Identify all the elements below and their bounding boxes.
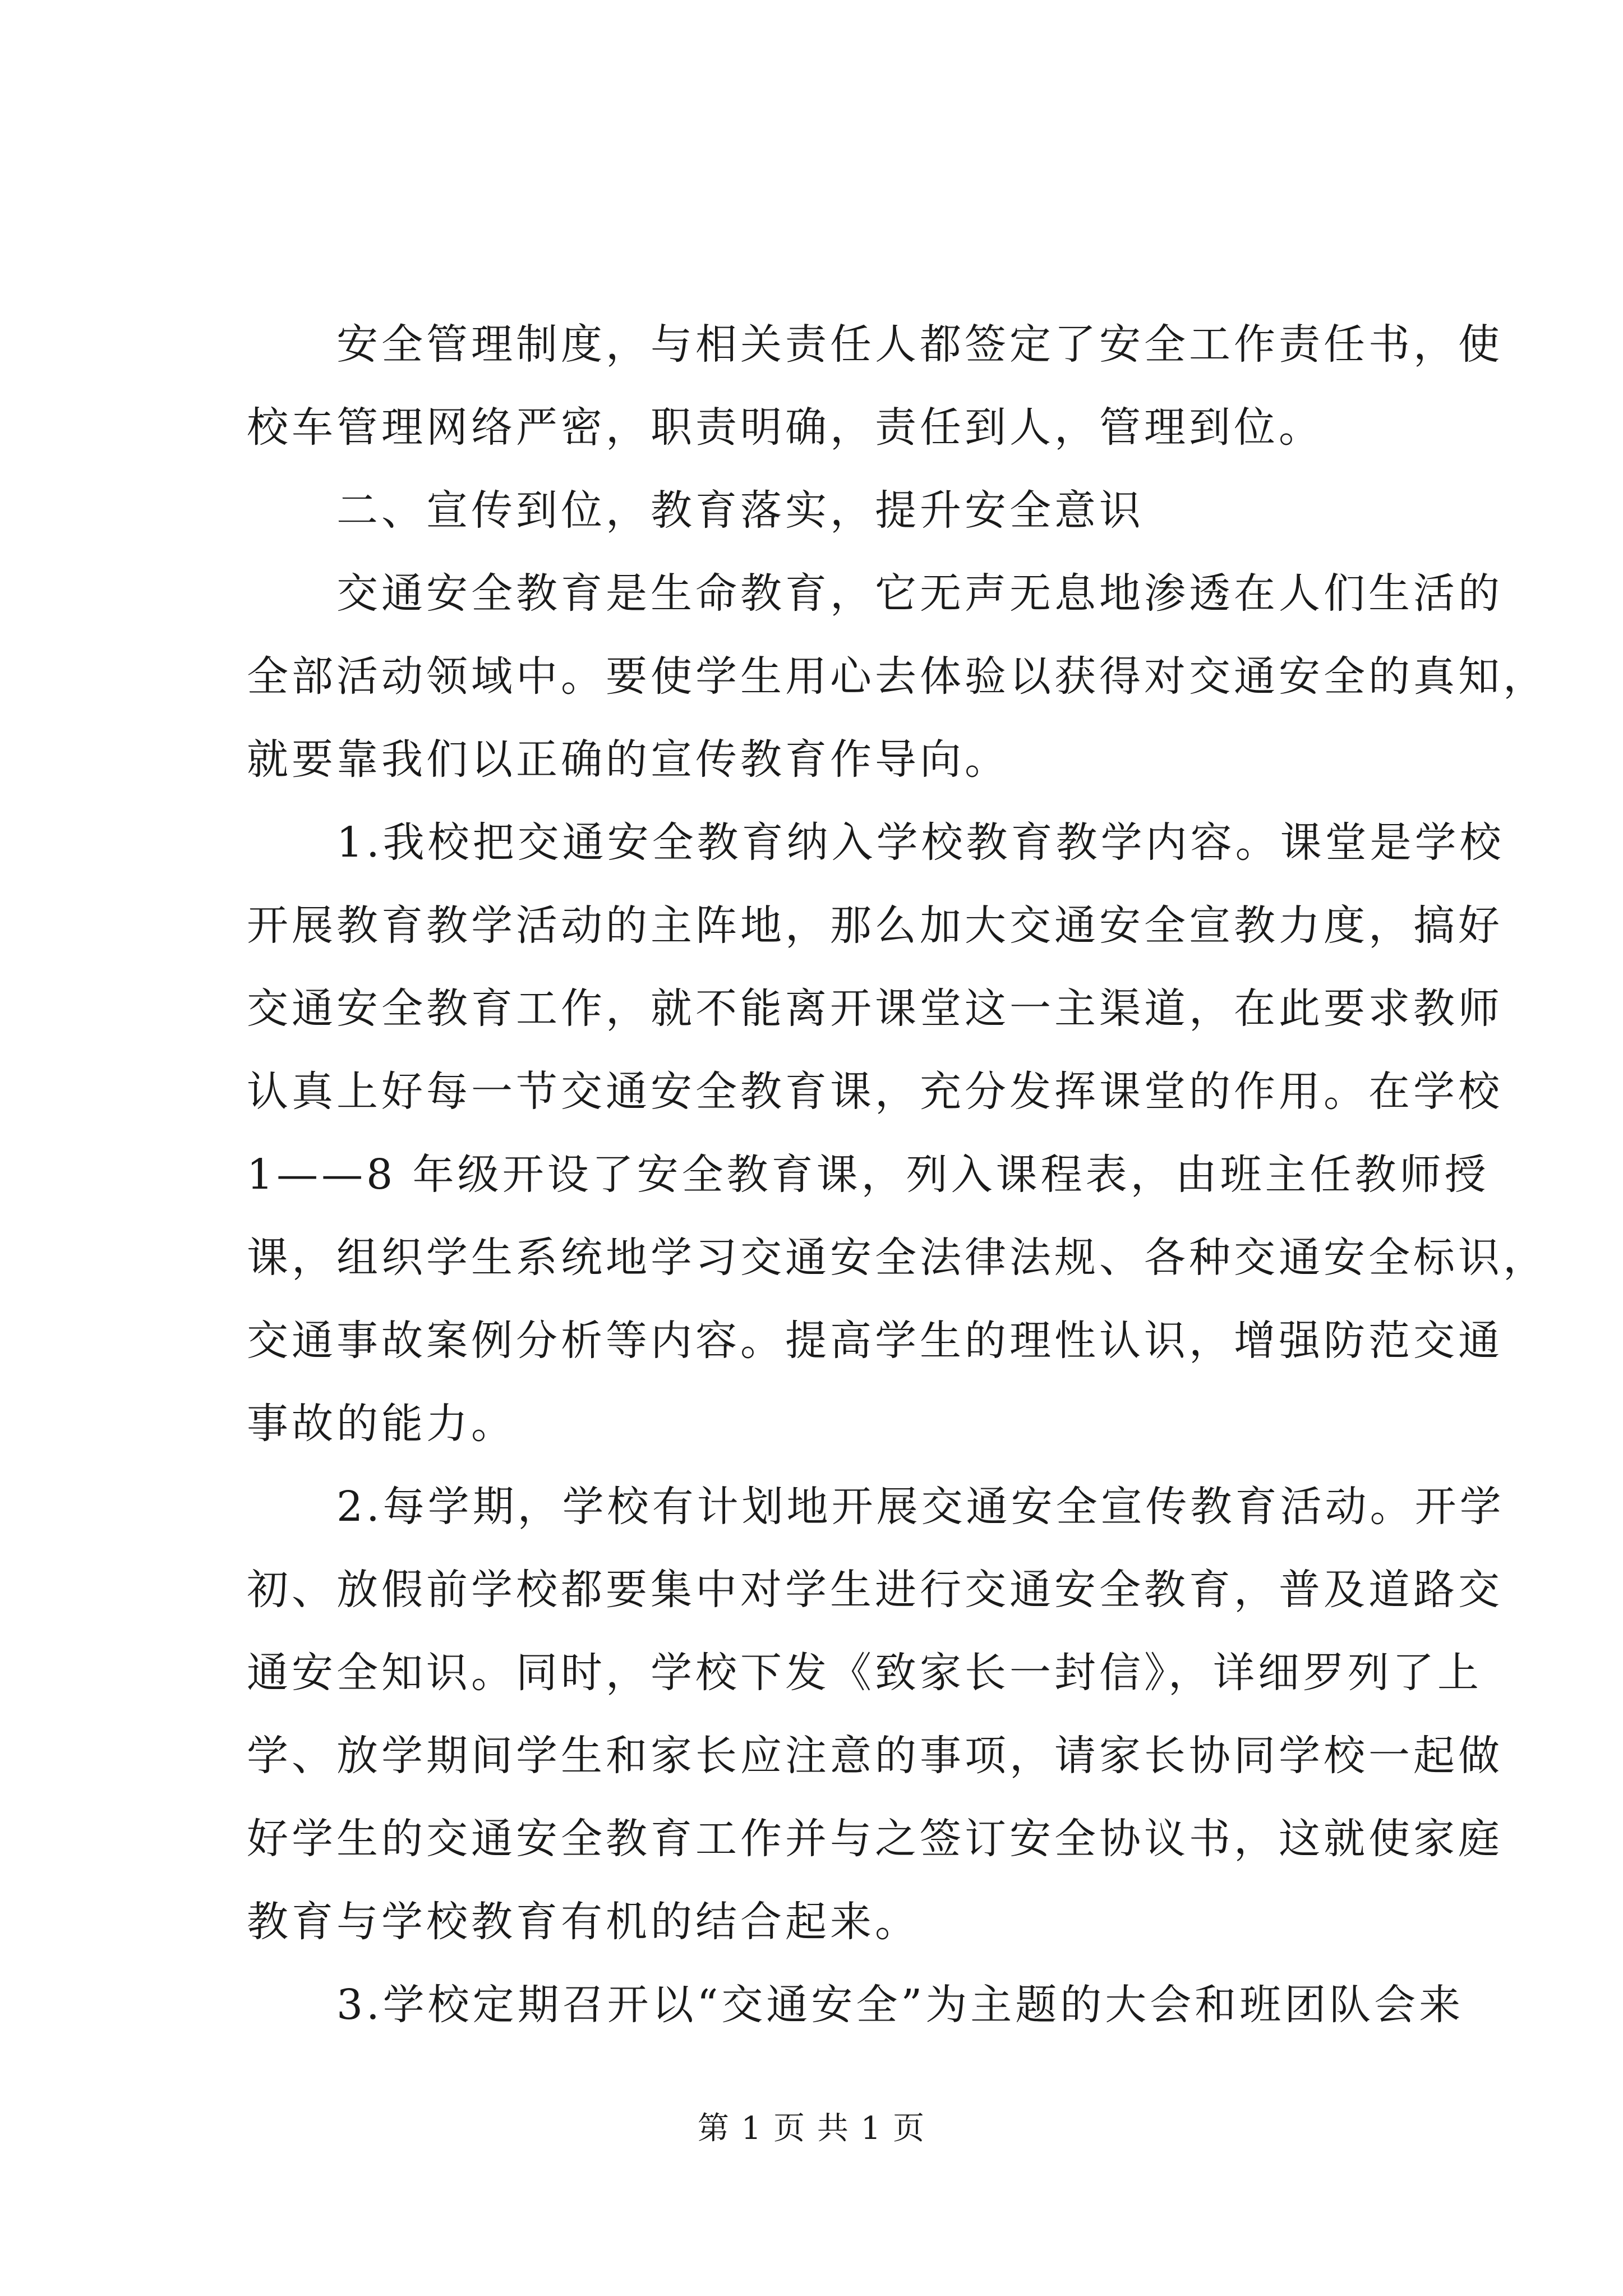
text-line: 课，组织学生系统地学习交通安全法律法规、各种交通安全标识，: [247, 1234, 1548, 1282]
text-line: 通安全知识。同时，学校下发《致家长一封信》，详细罗列了上: [247, 1649, 1482, 1697]
text-line: 事故的能力。: [247, 1400, 516, 1448]
document-body: [247, 303, 1548, 2046]
text-line: 初、放假前学校都要集中对学生进行交通安全教育，普及道路交: [247, 1566, 1503, 1614]
text-line: 2.每学期，学校有计划地开展交通安全宣传教育活动。开学: [336, 1483, 1505, 1531]
text-line: 交通事故案例分析等内容。提高学生的理性认识，增强防范交通: [247, 1317, 1503, 1365]
text-line: 教育与学校教育有机的结合起来。: [247, 1898, 920, 1946]
text-line: 3.学校定期召开以“交通安全”为主题的大会和班团队会来: [336, 1981, 1464, 2029]
section-heading: 二、宣传到位，教育落实，提升安全意识: [336, 486, 1144, 535]
page-number-label: 第 1 页 共 1 页: [697, 2110, 926, 2147]
text-line: 1——8 年级开设了安全教育课，列入课程表，由班主任教师授: [247, 1151, 1490, 1199]
text-line: 校车管理网络严密，职责明确，责任到人，管理到位。: [247, 403, 1324, 452]
text-line: 交通安全教育是生命教育，它无声无息地渗透在人们生活的: [336, 569, 1503, 618]
text-line: 安全管理制度，与相关责任人都签定了安全工作责任书，使: [336, 320, 1503, 369]
text-line: 开展教育教学活动的主阵地，那么加大交通安全宣教力度，搞好: [247, 901, 1503, 950]
text-line: 学、放学期间学生和家长应注意的事项，请家长协同学校一起做: [247, 1732, 1503, 1780]
text-line: 就要靠我们以正确的宣传教育作导向。: [247, 735, 1009, 784]
text-line: 认真上好每一节交通安全教育课，充分发挥课堂的作用。在学校: [247, 1068, 1503, 1116]
text-line: 交通安全教育工作，就不能离开课堂这一主渠道，在此要求教师: [247, 984, 1503, 1033]
text-line: 全部活动领域中。要使学生用心去体验以获得对交通安全的真知，: [247, 652, 1548, 701]
text-line: 1.我校把交通安全教育纳入学校教育教学内容。课堂是学校: [336, 818, 1505, 867]
page-footer: [0, 2109, 1623, 2148]
text-line: 好学生的交通安全教育工作并与之签订安全协议书，这就使家庭: [247, 1815, 1503, 1863]
